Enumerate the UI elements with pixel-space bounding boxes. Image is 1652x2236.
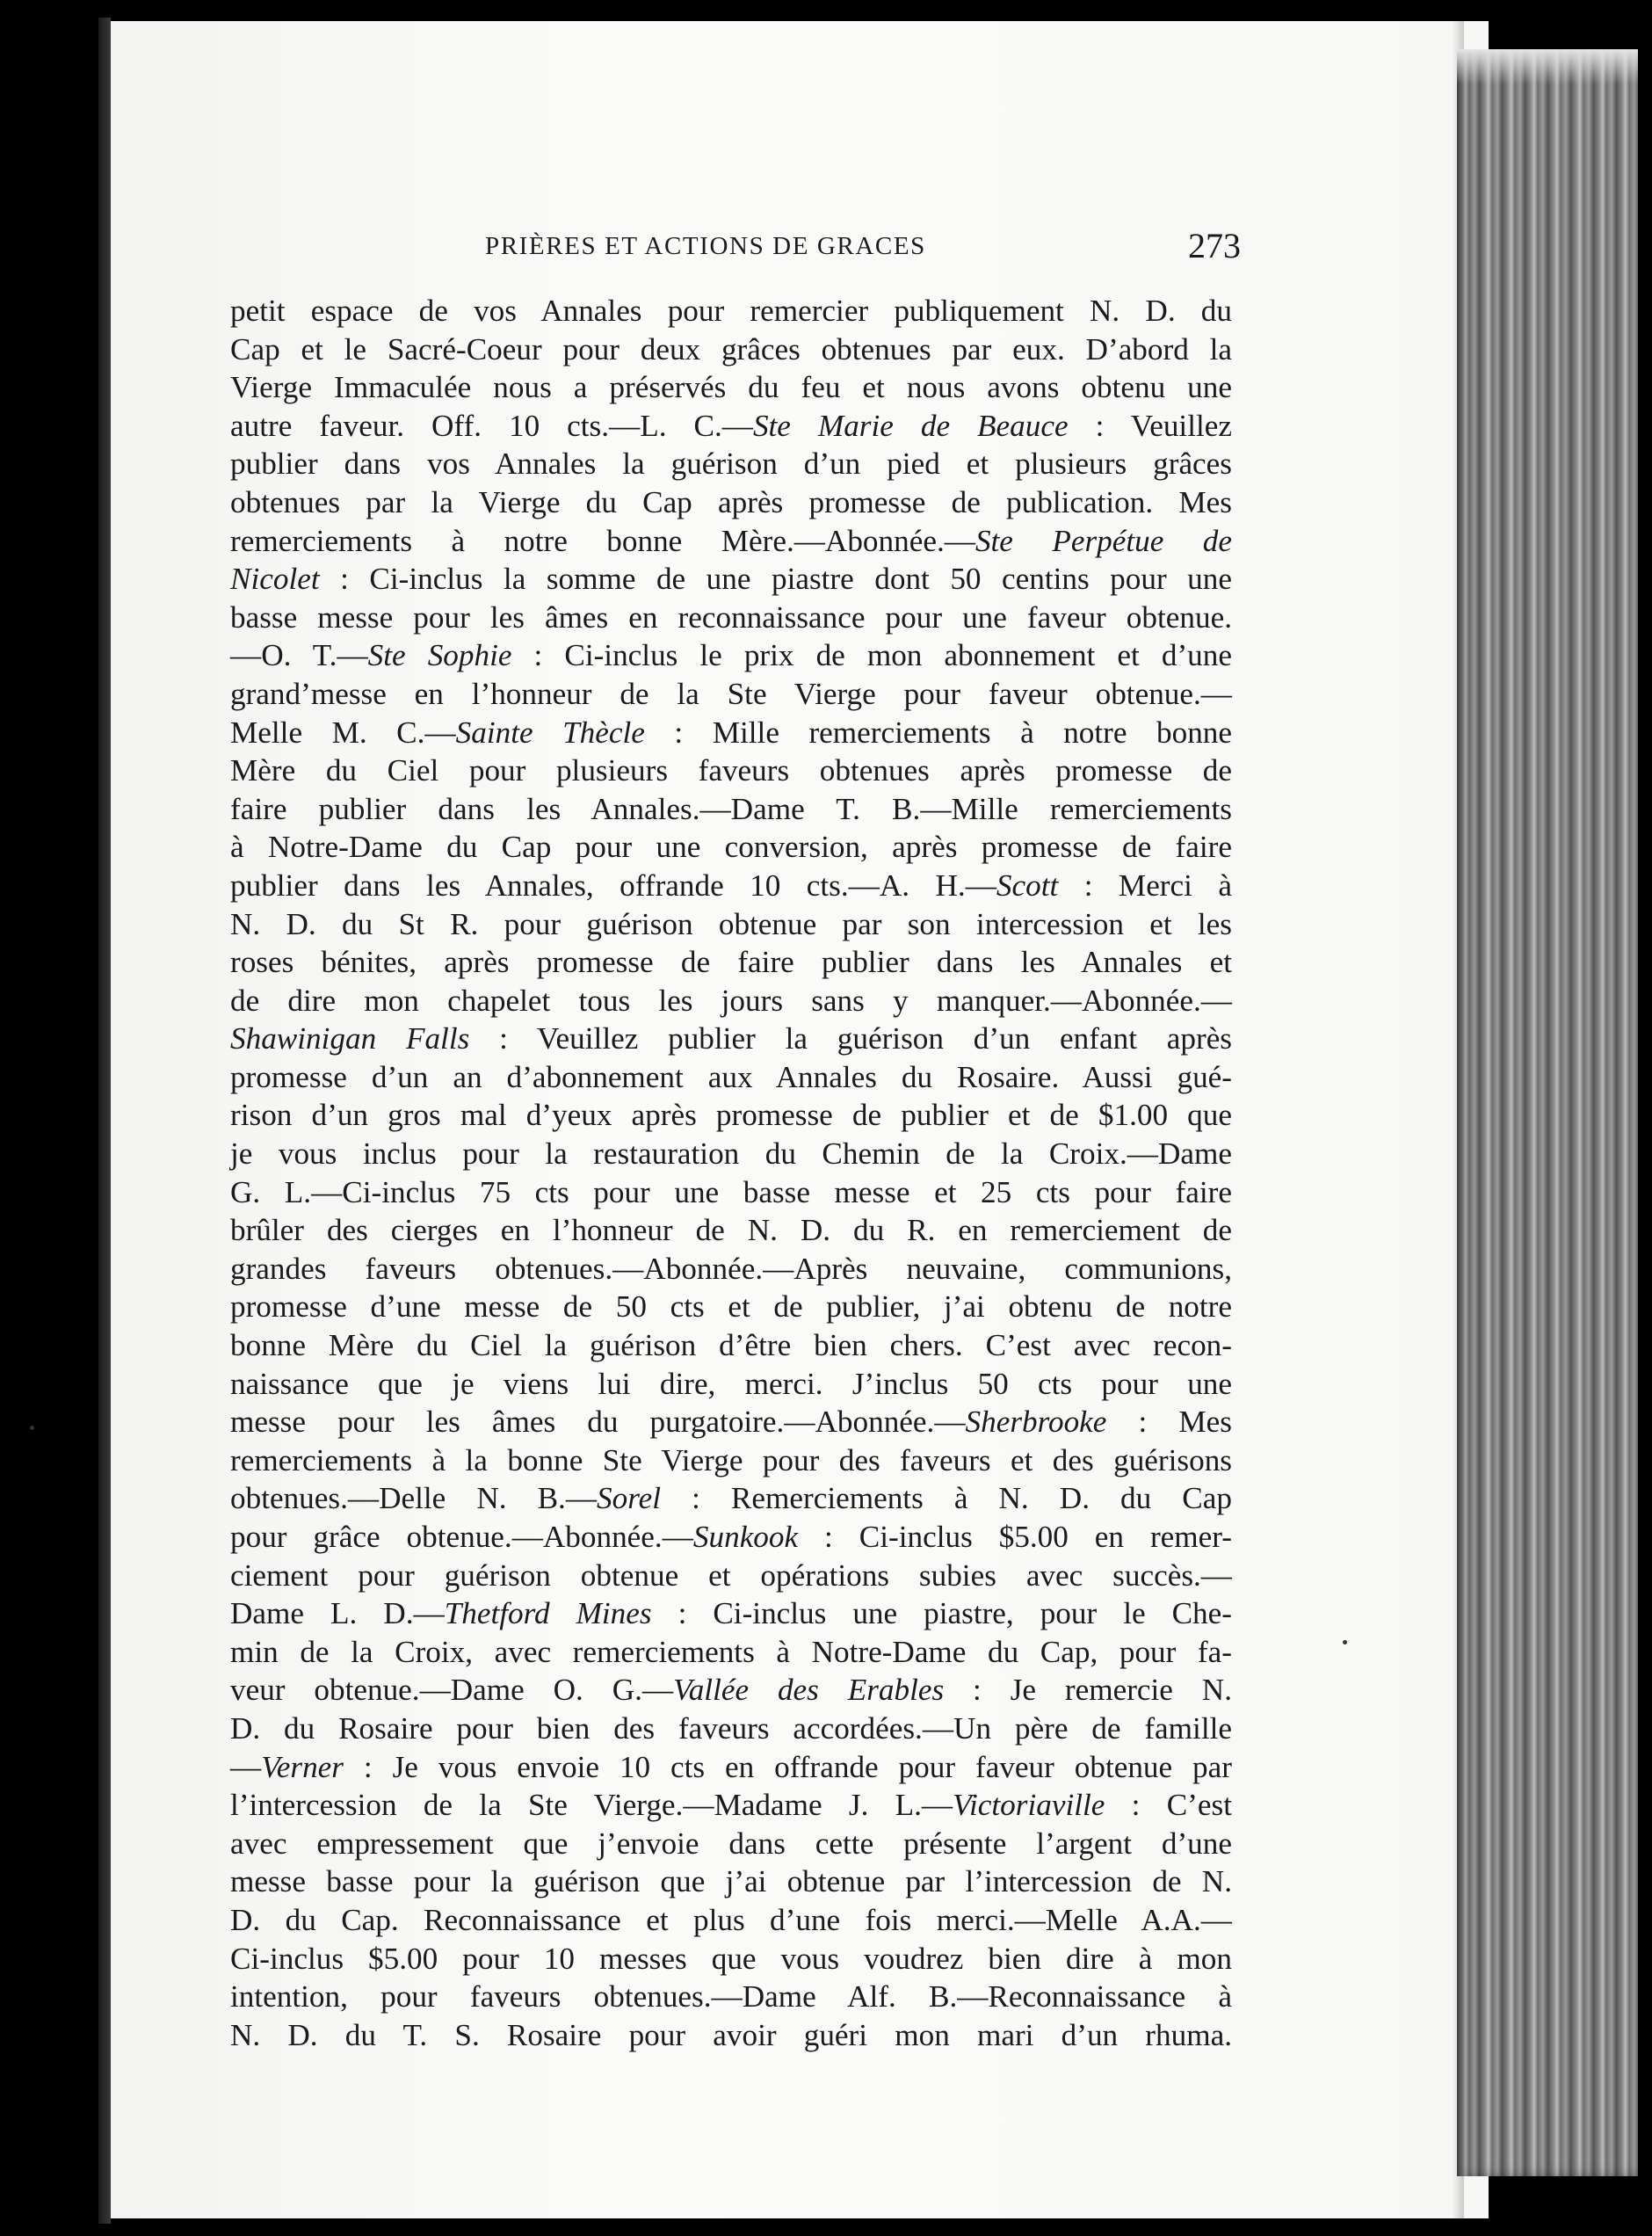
- text-line: [230, 1096, 1232, 1135]
- text-run: avec empressement que j’envoie dans cette présente l’argent d’une: [230, 1826, 1232, 1861]
- text-run: obtenues par la Vierge du Cap après promesse de publication. Mes: [230, 484, 1232, 519]
- body-text: [230, 292, 1232, 2054]
- text-run: : Mes: [1106, 1405, 1232, 1440]
- place-name: Ste Perpétue de: [975, 523, 1232, 558]
- place-name: Scott: [996, 868, 1059, 903]
- left-binding-strip: [98, 18, 111, 2224]
- page-edge-highlight: [1457, 49, 1638, 84]
- text-line: [230, 1403, 1232, 1441]
- text-run: grandes faveurs obtenues.—Abonnée.—Après neuvaine, communions,: [230, 1251, 1232, 1286]
- text-run: remerciements à la bonne Ste Vierge pour des faveurs et des guérisons: [230, 1442, 1232, 1477]
- scan-speck: [30, 1426, 34, 1430]
- text-run: intention, pour faveurs obtenues.—Dame Alf. B.—Reconnaissance à: [230, 1979, 1232, 2015]
- text-run: brûler des cierges en l’honneur de N. D. du R. en remerciement de: [230, 1213, 1232, 1248]
- text-run: autre faveur. Off. 10 cts.—L. C.—: [230, 408, 753, 443]
- text-line: [230, 1058, 1232, 1097]
- text-run: messe basse pour la guérison que j’ai obtenue par l’intercession de N.: [230, 1864, 1232, 1899]
- place-name: Ste Marie de Beauce: [752, 408, 1069, 443]
- text-run: faire publier dans les Annales.—Dame T. B.—Mille remerciements: [230, 791, 1232, 826]
- text-line: [230, 1978, 1232, 2016]
- text-run: de dire mon chapelet tous les jours sans y manquer.—Abonnée.—: [230, 983, 1232, 1018]
- place-name: Ste Sophie: [367, 638, 512, 673]
- text-run: remerciements à notre bonne Mère.—Abonnée.—: [230, 523, 975, 558]
- text-run: Dame L. D.—: [230, 1596, 445, 1631]
- text-run: N. D. du St R. pour guérison obtenue par son intercession et les: [230, 906, 1232, 941]
- text-run: : Je remercie N.: [944, 1673, 1232, 1708]
- text-run: promesse d’un an d’abonnement aux Annales du Rosaire. Aussi gué-: [230, 1059, 1232, 1094]
- text-run: l’intercession de la Ste Vierge.—Madame J. L.—: [230, 1788, 953, 1823]
- text-line: [230, 982, 1232, 1020]
- text-line: [230, 560, 1232, 599]
- text-line: [230, 790, 1232, 829]
- place-name: Sorel: [597, 1481, 662, 1516]
- text-run: bonne Mère du Ciel la guérison d’être bien chers. C’est avec recon-: [230, 1328, 1232, 1363]
- text-run: rison d’un gros mal d’yeux après promesse de publier et de $1.00 que: [230, 1098, 1232, 1133]
- place-name: Sunkook: [692, 1520, 799, 1554]
- text-run: promesse d’une messe de 50 cts et de publier, j’ai obtenu de notre: [230, 1289, 1232, 1325]
- text-line: [230, 1365, 1232, 1404]
- place-name: Verner: [261, 1749, 344, 1784]
- text-run: messe pour les âmes du purgatoire.—Abonnée.—: [230, 1405, 966, 1440]
- text-line: [230, 1862, 1232, 1901]
- text-run: : Ci-inclus la somme de une piastre dont 50 centins pour une: [319, 562, 1232, 597]
- text-line: [230, 867, 1232, 905]
- text-line: [230, 1901, 1232, 1940]
- text-run: Vierge Immaculée nous a préservés du feu et nous avons obtenu une: [230, 370, 1232, 405]
- text-run: pour grâce obtenue.—Abonnée.—: [230, 1520, 693, 1554]
- page-edge-stack: [1457, 49, 1638, 2176]
- text-run: basse messe pour les âmes en reconnaissance pour une faveur obtenue.: [230, 599, 1232, 635]
- text-line: [230, 905, 1232, 944]
- text-line: [230, 330, 1232, 369]
- text-line: [230, 1825, 1232, 1863]
- running-head: [485, 225, 1241, 274]
- text-line: [230, 636, 1232, 675]
- text-line: [230, 1288, 1232, 1326]
- text-run: publier dans les Annales, offrande 10 cts.—A. H.—: [230, 868, 996, 903]
- text-line: [230, 714, 1232, 752]
- text-line: [230, 1786, 1232, 1825]
- text-line: [230, 445, 1232, 483]
- text-run: min de la Croix, avec remerciements à Notre-Dame du Cap, pour fa-: [230, 1634, 1232, 1669]
- text-run: : Veuillez: [1068, 408, 1232, 443]
- text-line: [230, 1557, 1232, 1595]
- text-line: [230, 675, 1232, 714]
- text-run: —O. T.—: [230, 638, 368, 673]
- text-run: D. du Rosaire pour bien des faveurs accordées.—Un père de famille: [230, 1710, 1232, 1746]
- text-line: [230, 1479, 1232, 1518]
- text-line: [230, 1518, 1232, 1557]
- text-line: [230, 1173, 1232, 1212]
- text-run: roses bénites, après promesse de faire publier dans les Annales et: [230, 945, 1232, 980]
- text-run: G. L.—Ci-inclus 75 cts pour une basse messe et 25 cts pour faire: [230, 1174, 1232, 1209]
- text-line: [230, 599, 1232, 637]
- page-number: 273: [1188, 226, 1241, 265]
- scan-speck: [1343, 1640, 1347, 1644]
- text-run: D. du Cap. Reconnaissance et plus d’une fois merci.—Melle A.A.—: [230, 1902, 1232, 1937]
- text-run: : Ci-inclus le prix de mon abonnement et d’une: [511, 638, 1232, 673]
- text-run: : Remerciements à N. D. du Cap: [661, 1481, 1232, 1516]
- running-head-title: PRIÈRES ET ACTIONS DE GRACES: [485, 232, 926, 260]
- text-line: [230, 1250, 1232, 1289]
- text-line: [230, 1671, 1232, 1710]
- text-run: obtenues.—Delle N. B.—: [230, 1481, 598, 1516]
- text-line: [230, 483, 1232, 522]
- text-line: [230, 1135, 1232, 1173]
- text-line: [230, 1940, 1232, 1978]
- text-run: Cap et le Sacré-Coeur pour deux grâces obtenues par eux. D’abord la: [230, 331, 1232, 367]
- text-run: ciement pour guérison obtenue et opérations subies avec succès.—: [230, 1557, 1232, 1593]
- place-name: Sherbrooke: [965, 1405, 1107, 1440]
- text-run: : Merci à: [1058, 868, 1232, 903]
- text-line: [230, 828, 1232, 867]
- text-run: : Mille remerciements à notre bonne: [644, 715, 1232, 750]
- text-line: [230, 751, 1232, 790]
- place-name: Thetford Mines: [444, 1596, 652, 1631]
- text-line: [230, 407, 1232, 446]
- text-line: [230, 1633, 1232, 1672]
- text-run: grand’messe en l’honneur de la Ste Vierge pour faveur obtenue.—: [230, 676, 1232, 711]
- text-line: [230, 522, 1232, 561]
- text-run: : Je vous envoie 10 cts en offrande pour faveur obtenue par: [344, 1749, 1232, 1784]
- text-run: veur obtenue.—Dame O. G.—: [230, 1673, 674, 1708]
- text-line: [230, 1748, 1232, 1787]
- text-run: N. D. du T. S. Rosaire pour avoir guéri mon mari d’un rhuma.: [230, 2017, 1232, 2052]
- place-name: Vallée des Erables: [673, 1673, 945, 1708]
- text-line: [230, 1594, 1232, 1633]
- place-name: Victoriaville: [953, 1788, 1105, 1823]
- place-name: Sainte Thècle: [455, 715, 645, 750]
- text-line: [230, 368, 1232, 407]
- text-run: Ci-inclus $5.00 pour 10 messes que vous voudrez bien dire à mon: [230, 1941, 1232, 1976]
- text-line: [230, 943, 1232, 982]
- text-run: : Veuillez publier la guérison d’un enfant après: [469, 1021, 1233, 1056]
- text-run: Melle M. C.—: [230, 715, 456, 750]
- text-line: [230, 292, 1232, 330]
- text-run: : C’est: [1105, 1788, 1232, 1823]
- text-run: : Ci-inclus une piastre, pour le Che-: [651, 1596, 1232, 1631]
- text-run: —: [230, 1749, 262, 1784]
- text-run: petit espace de vos Annales pour remercier publiquement N. D. du: [230, 294, 1232, 328]
- place-name: Nicolet: [230, 562, 320, 597]
- text-line: [230, 1710, 1232, 1748]
- text-run: : Ci-inclus $5.00 en remer-: [798, 1520, 1232, 1554]
- text-run: je vous inclus pour la restauration du Chemin de la Croix.—Dame: [230, 1136, 1232, 1172]
- text-run: naissance que je viens lui dire, merci. J’inclus 50 cts pour une: [230, 1366, 1232, 1401]
- text-line: [230, 1441, 1232, 1480]
- place-name: Shawinigan Falls: [230, 1021, 470, 1056]
- left-scan-border: [0, 0, 104, 2236]
- text-line: [230, 1326, 1232, 1365]
- text-line: [230, 1211, 1232, 1250]
- text-run: publier dans vos Annales la guérison d’un pied et plusieurs grâces: [230, 446, 1232, 482]
- text-line: [230, 1020, 1232, 1058]
- text-run: Mère du Ciel pour plusieurs faveurs obtenues après promesse de: [230, 753, 1232, 788]
- text-run: à Notre-Dame du Cap pour une conversion, après promesse de faire: [230, 830, 1232, 865]
- text-line: [230, 2016, 1232, 2055]
